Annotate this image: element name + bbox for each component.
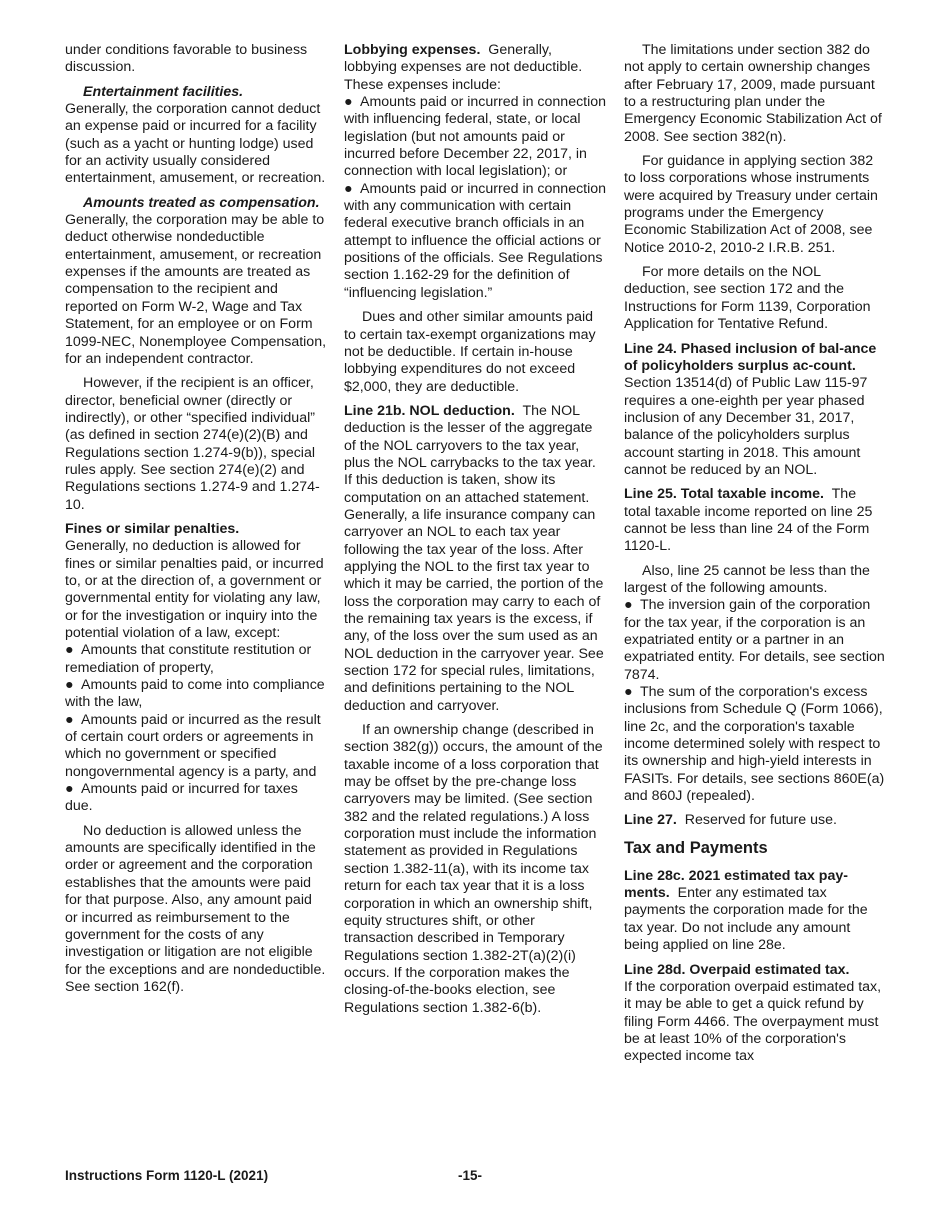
list-item-text: Amounts paid or incurred for taxes due.	[65, 781, 298, 815]
paragraph-amounts-compensation	[65, 195, 327, 368]
bullet-icon: ●	[65, 642, 74, 659]
paragraph-more-details: For more details on the NOL deduction, see section 172 and the Instructions for Form 1139, Corporation Application for Tentative Refund.	[624, 264, 871, 333]
paragraph-line-28c	[624, 868, 886, 955]
list-item-text: Amounts paid or incurred in connection with influencing federal, state, or local legislation (but not amounts paid or incurred before December 22, 2017, in connection with local legislation); or	[344, 94, 607, 180]
paragraph-text: If the corporation overpaid estimated tax, it may be able to get a quick refund by filing Form 4466. The overpayment must be at least 10% of the corporation's expected income tax	[624, 978, 882, 1065]
heading-line-24: Line 24. Phased inclusion of bal-ance of policyholders surplus ac-count.	[624, 340, 877, 374]
paragraph-text: The NOL deduction is the lesser of the aggregate of the NOL carryovers to the tax year, plus the NOL carrybacks to the tax year. If this deduction is taken, show its computation on an attached statement. Generally, a life insurance company can carryover an NOL to each tax year following the tax year of the loss. After applying the NOL to the first tax year to which it may be carried, the portion of the loss the corporation may carry to each of the remaining tax years is the excess, if any, of the loss over the sum used as an NOL deduction in the carryover year. See section 172 for special rules, limitations, and definitions pertaining to the NOL deduction and carryover.	[344, 402, 604, 714]
paragraph-line-24	[624, 341, 886, 480]
footer-page-number: -15-	[458, 1168, 483, 1183]
bullet-icon: ●	[65, 781, 74, 798]
paragraph-text: Generally, no deduction is allowed for fines or similar penalties paid, or incurred to, or at the direction of, a government or governmental entity for violating any law, or for the investigation or inquiry into the potential violation of a law, except:	[65, 538, 324, 641]
bullet-icon: ●	[65, 677, 74, 694]
bullet-icon: ●	[65, 711, 74, 728]
list-item-text: Amounts paid or incurred in connection with any communication with certain federal executive branch officials in an attempt to influence the official actions or positions of the officials. See Regulations section 1.162-29 for the definition of “influencing legislation.”	[344, 180, 607, 301]
heading-lobbying: Lobbying expenses.	[344, 42, 481, 58]
paragraph-fines	[65, 521, 327, 642]
list-item	[65, 677, 327, 712]
list-item-text: Amounts that constitute restitution or remediation of property,	[65, 642, 312, 676]
bullet-icon: ●	[344, 180, 353, 197]
paragraph-limitations: The limitations under section 382 do not apply to certain ownership changes after February 17, 2009, made pursuant to a restructuring plan under the Emergency Economic Stabilization Act of 2008. See section 382(n).	[624, 42, 882, 145]
heading-fines: Fines or similar penalties.	[65, 520, 240, 537]
paragraph-entertainment-facilities	[65, 84, 327, 188]
paragraph-text: Section 13514(d) of Public Law 115-97 requires a one-eighth per year phased inclusion of any December 31, 2017, balance of the policyholders surplus account starting in 2018. This amount cannot be reduced by an NOL.	[624, 375, 868, 478]
paragraph-lobbying	[344, 42, 607, 94]
paragraph-text: Reserved for future use.	[684, 812, 837, 829]
heading-line-28c: Line 28c. 2021 estimated tax pay-ments.	[624, 867, 848, 902]
bullet-icon: ●	[624, 597, 633, 614]
paragraph-also: Also, line 25 cannot be less than the largest of the following amounts.	[624, 562, 870, 596]
list-item-text: The sum of the corporation's excess inclusions from Schedule Q (Form 1066), line 2c, and the corporation's taxable income determined solely with respect to its ownership and high-yield interests in FASITs. For details, see sections 860E(a) and 860J (repealed).	[624, 684, 885, 805]
list-item	[624, 597, 886, 684]
heading-line-28d: Line 28d. Overpaid estimated tax.	[624, 961, 850, 978]
column-right	[624, 42, 886, 1073]
footer-form-title: Instructions Form 1120-L (2021)	[65, 1168, 269, 1183]
column-left	[65, 42, 327, 1003]
list-item	[65, 712, 327, 781]
list-item	[344, 181, 607, 302]
list-item-text: Amounts paid or incurred as the result of certain court orders or agreements in which no government or specified nongovernmental agency is a party, and	[65, 711, 321, 780]
column-middle	[344, 42, 607, 1024]
paragraph-text: Generally, the corporation cannot deduct an expense paid or incurred for a facility (such as a yacht or hunting lodge) used for an activity usually considered entertainment, amusement, or recreation.	[65, 101, 326, 187]
list-item-text: Amounts paid to come into compliance with the law,	[65, 677, 325, 711]
paragraph-dues: Dues and other similar amounts paid to certain tax-exempt organizations may not be deductible. If certain in-house lobbying expenditures do not exceed $2,000, they are deductible.	[344, 309, 596, 395]
list-item	[65, 642, 327, 677]
paragraph-text: Generally, the corporation may be able to deduct otherwise nondeductible entertainment, amusement, or recreation expenses if the amounts are treated as compensation to the recipient and reported on Form W-2, Wage and Tax Statement, for an employee or on Form 1099-NEC, Nonemployee Compensation, for an independent contractor.	[65, 212, 327, 367]
paragraph-nol-deduction	[344, 403, 607, 715]
paragraph-guidance: For guidance in applying section 382 to loss corporations whose instruments were acquired by Treasury under certain programs under the Emergency Economic Stabilization Act of 2008, see Notice 2010-2, 2010-2 I.R.B. 251.	[624, 153, 878, 256]
paragraph-text: Generally, lobbying expenses are not deductible. These expenses include:	[344, 42, 583, 93]
paragraph-ownership-change: If an ownership change (described in section 382(g)) occurs, the amount of the taxable income of a loss corporation that may be offset by the pre-change loss carryovers may be limited. (See section 382 and the related regulations.) A loss corporation must include the information statement as provided in Regulations section 1.382-11(a), with its income tax return for each tax year that it is a loss corporation in which an ownership shift, equity structures shift, or other transaction described in Temporary Regulations section 1.382-2T(a)(2)(i) occurs. If the corporation makes the closing-of-the-books election, see Regulations section 1.382-6(b).	[344, 722, 603, 1016]
paragraph-text: Enter any estimated tax payments the corporation made for the tax year. Do not include any amount being applied on line 28e.	[624, 885, 868, 954]
list-item	[344, 94, 607, 181]
heading-amounts-compensation: Amounts treated as compensation.	[83, 194, 320, 211]
heading-line-25: Line 25. Total taxable income.	[624, 486, 824, 503]
list-item	[624, 684, 886, 805]
paragraph-line-28d	[624, 962, 886, 1066]
list-item-text: The inversion gain of the corporation for the tax year, if the corporation is an expatriated entity or a partner in an expatriated entity. For details, see section 7874.	[624, 597, 885, 683]
paragraph-however: However, if the recipient is an officer, director, beneficial owner (directly or indirectly), or other “specified individual” (as defined in section 274(e)(2)(B) and Regulations section 1.274-9(b)), special rules apply. See section 274(e)(2) and Regulations sections 1.274-9 and 1.274-10.	[65, 375, 320, 513]
paragraph-text: The total taxable income reported on line 25 cannot be less than line 24 of the Form 1120-L.	[624, 486, 873, 555]
bullet-icon: ●	[344, 94, 353, 111]
heading-line-27: Line 27.	[624, 812, 677, 829]
paragraph-line-27	[624, 812, 886, 829]
heading-entertainment-facilities: Entertainment facilities.	[83, 83, 244, 100]
list-item	[65, 781, 327, 816]
paragraph-no-deduction: No deduction is allowed unless the amounts are specifically identified in the order or agreement and the corporation establishes that the amounts were paid for that purpose. Also, any amount paid or incurred as reimbursement to the government for the costs of any investigation or litigation are not eligible for the exceptions and are nondeductible. See section 162(f).	[65, 822, 326, 995]
section-heading-tax-payments: Tax and Payments	[624, 838, 768, 857]
paragraph-line-25	[624, 486, 886, 555]
heading-nol-deduction: Line 21b. NOL deduction.	[344, 402, 515, 419]
bullet-icon: ●	[624, 684, 633, 701]
paragraph: under conditions favorable to business discussion.	[65, 42, 308, 76]
